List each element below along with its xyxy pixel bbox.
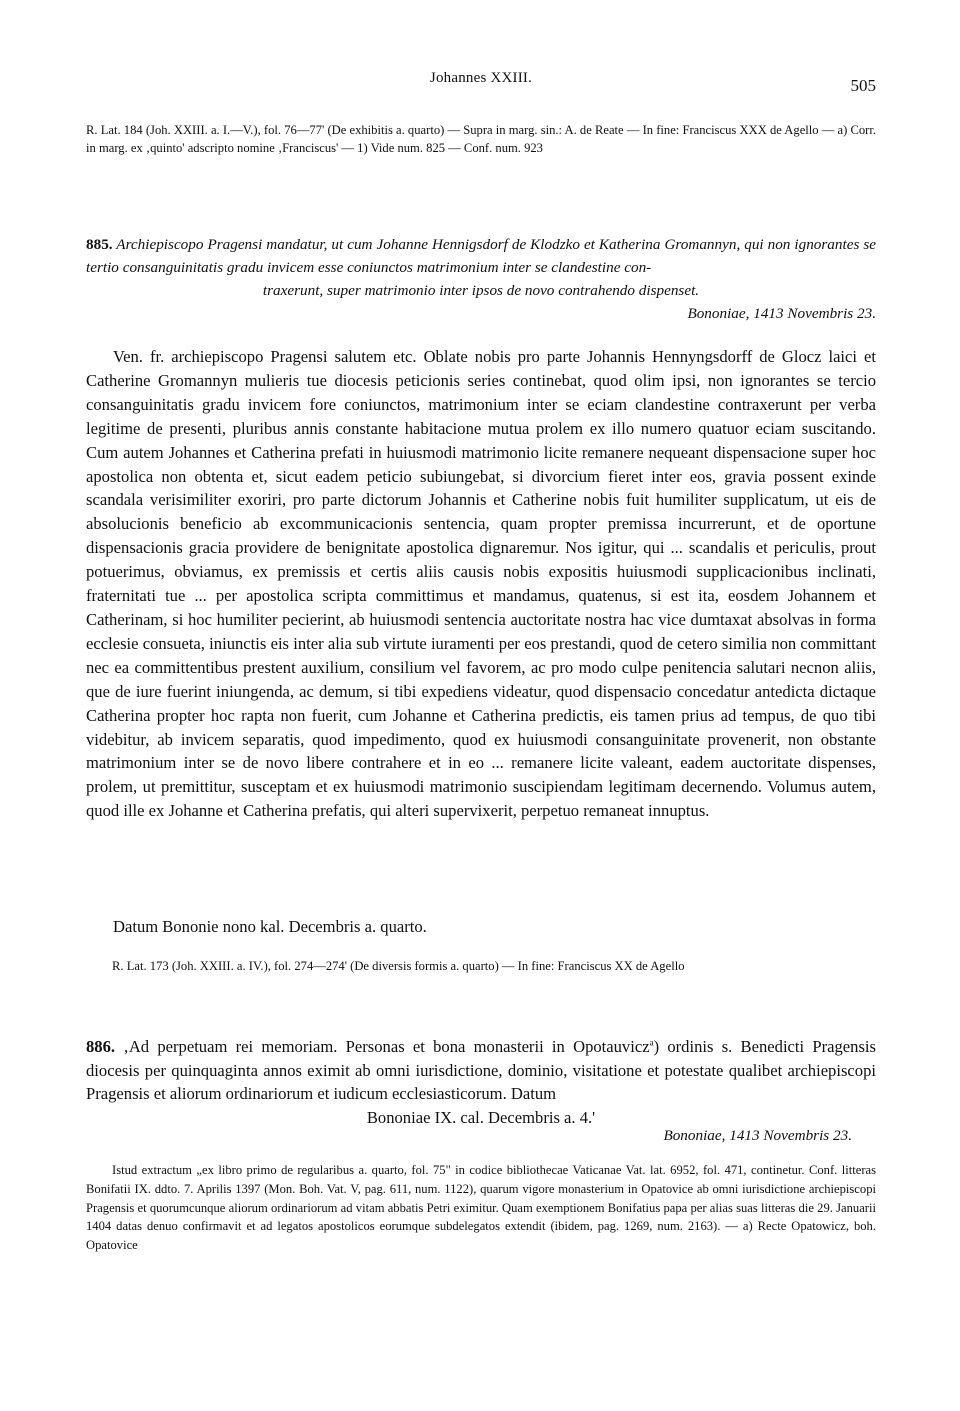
source-note-884: R. Lat. 184 (Joh. XXIII. a. I.—V.), fol. 76—77' (De exhibitis a. quarto) — Supra in marg. sin.: A. de Reate — In fine: Franciscus XXX de Agello — a) Corr. in marg. ex ‚quinto' adscripto nomine ‚Franciscus' — 1) Vide num. 825 — Conf. num. 923 [86,123,876,155]
entry-886-note [86,1161,876,1255]
page-number: 505 [850,76,876,95]
entry-886 [86,1035,876,1129]
entry-886-footnote-mark: a [649,1037,654,1048]
entry-885-text-content: Ven. fr. archiepiscopo Pragensi salutem etc. Oblate nobis pro parte Johannis Hennyngsdorff de Glocz laici et Catherine Gromannyn mulieris tue diocesis peticionis series continebat, quod olim ipsi, non ignorantes se tercio consanguinitatis gradu invicem fore coniunctos, matrimonium inter se eciam clandestine contraxerunt per verba legitime de presenti, pluribus annis constante habitacione mutua prolem ex illo numero quatuor eciam suscitando. Cum autem Johannes et Catherina prefati in huiusmodi matrimonio licite remanere nequeant dispensacione super hoc apostolica non obtenta et, sicut eadem peticio subiungebat, si divorcium fieret inter eos, gravia possent exinde scandala verisimiliter exoriri, pro parte dictorum Johannis et Catherine nobis fuit humiliter supplicatum, ut eis de absolucionis beneficio ab excommunicacionis sentencia, quam propter premissa incurrerunt, et de oportune dispensacionis gracia providere de benignitate apostolica dignaremur. Nos igitur, qui ... scandalis et periculis, prout potuerimus, obviamus, ex premissis et certis aliis causis nobis expositis huiusmodi supplicacionibus inclinati, fraternitati tue ... per apostolica scripta committimus et mandamus, quatenus, si est ita, eosdem Johannem et Catherinam, si hoc humiliter pecierint, ab huiusmodi sentencia auctoritate nostra hac vice dumtaxat absolvas in forma ecclesie consueta, iniunctis eis inter alia sub virtute iuramenti per eos prestandi, quod de cetero similia non committant nec ea committentibus prestent auxilium, consilium vel favorem, ac pro modo culpe penitencia salutari necnon aliis, que de iure fuerint iniungenda, ac demum, si tibi expediens videatur, quod dispensacio concedatur antedicta dictaque Catherina propter hoc rapta non fuerit, cum Johanne et Catherina predictis, eis tamen prius ad tempus, de quo tibi videbitur, ab invicem separatis, quod impedimento, quod ex huiusmodi consanguinitate provenerit, non obstante matrimonium inter se de novo libere contrahere et in eo ... remanere licite valeant, eadem auctoritate dispenses, prolem, ut premittitur, susceptam et ex huiusmodi matrimonio suscipiendam legitimam decernendo. Volumus autem, quod ille ex Johanne et Catherina prefatis, qui alteri supervixerit, perpetuo remaneat innuptus. [86,347,876,821]
entry-886-date: Bononiae, 1413 Novembris 23. [663,1127,852,1144]
entry-886-note-text: Istud extractum „ex libro primo de regularibus a. quarto, fol. 75" in codice bibliothecae Vaticanae Vat. lat. 6952, fol. 471, continetur. Conf. litteras Bonifatii IX. ddto. 7. Aprilis 1397 (Mon. Boh. Vat. V, pag. 611, num. 1122), quarum vigore monasterium in Opatovice ab omni iurisdictione archiepiscopi Pragensis et quorumcunque aliorum ordinariorum ad vitam abbatis Petri eximitur. Quam exemptionem Bonifatius papa per alias suas litteras die 29. Januarii 1404 datas denuo confirmavit et ad legatos apostolicos eorumque subdelegatos extendit (ibidem, pag. 1269, num. 2163). — a) Recte Opatowicz, boh. Opatovice [86,1163,876,1253]
entry-885-text [86,345,876,823]
entry-885-summary-text: Archiepiscopo Pragensi mandatur, ut cum Johanne Hennigsdorf de Klodzko et Katherina Gromannyn, qui non ignorantes se tertio consanguinitatis gradu invicem esse coniunctos matrimonium inter se clandestine con- [86,236,876,276]
entry-885-source [86,957,876,975]
entry-885-summary-last: traxerunt, super matrimonio inter ipsos de novo contrahendo dispenset. [262,282,700,299]
entry-886-number: 886. [86,1037,116,1056]
entry-885-source-text: R. Lat. 173 (Joh. XXIII. a. IV.), fol. 274—274' (De diversis formis a. quarto) — In fine: Franciscus XX de Agello [112,959,685,973]
entry-885-summary [86,233,876,302]
entry-886-text-rest: ) ordinis s. Benedicti Pragensis diocesis per quinquaginta annos eximit ab omni iurisdictione, dominio, visitatione et potestate qualibet archiepiscopi Pragensis et aliorum ordinariorum et iudicum ecclesiasticorum. Datum [86,1037,876,1103]
entry-885-date: Bononiae, 1413 Novembris 23. [687,305,876,322]
entry-886-text-last: Bononiae IX. cal. Decembris a. 4.' [366,1107,596,1127]
entry-885-datum: Datum Bononie nono kal. Decembris a. quarto. [113,917,427,936]
entry-885-number: 885. [86,236,113,253]
entry-886-text: ‚Ad perpetuam rei memoriam. Personas et bona monasterii in Opotauvicz [123,1037,650,1056]
running-head [86,70,876,94]
running-head-title: Johannes XXIII. [429,70,533,86]
